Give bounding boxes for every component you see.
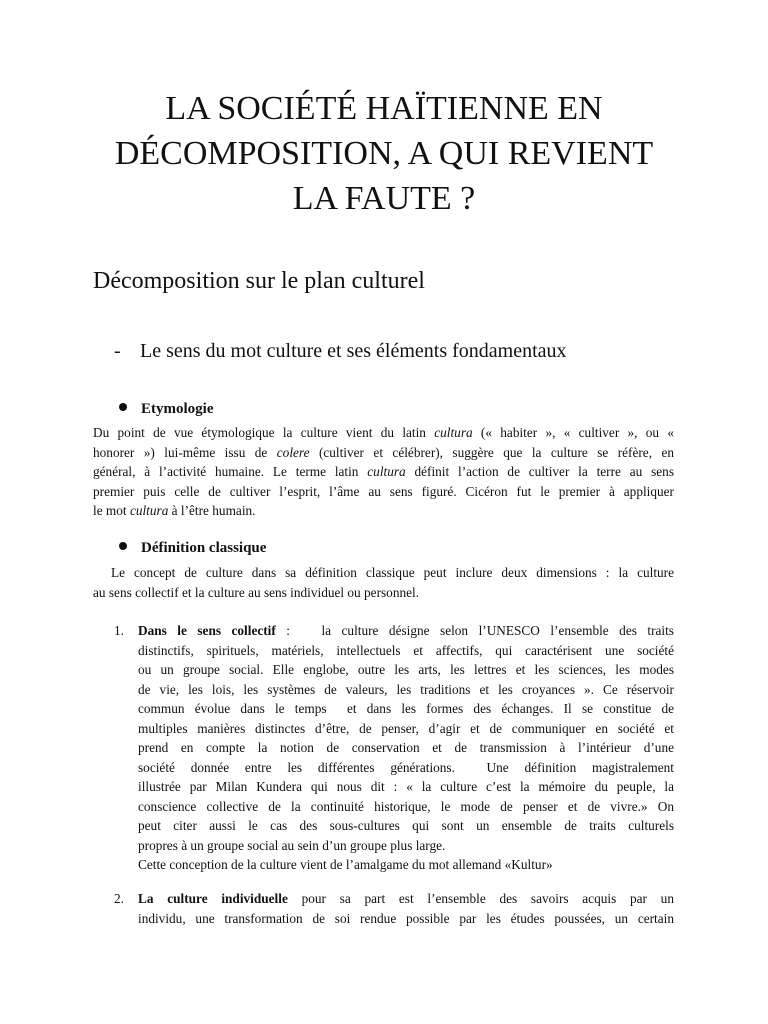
paragraph-line: Du point de vue étymologique la culture vient du latin cultura (« habiter », « cultiver », ou «: [93, 425, 674, 440]
definition-heading: Définition classique: [141, 540, 267, 556]
title-line-2: DÉCOMPOSITION, A QUI REVIENT: [114, 135, 654, 172]
etymologie-paragraph: [93, 423, 674, 521]
bullet-heading-definition: [119, 540, 266, 557]
title-line-3: LA FAUTE ?: [292, 180, 476, 217]
definition-paragraph: [93, 563, 674, 602]
list-number: 2.: [114, 891, 124, 906]
bullet-heading-etymologie: [119, 401, 214, 418]
list-line: ou un groupe social. Elle englobe, outre les arts, les lettres et les sciences, les modes: [138, 662, 674, 677]
document-title: [60, 86, 708, 221]
etymologie-heading: Etymologie: [141, 401, 214, 417]
list-line: peut citer aussi le cas des sous-cultures qui sont un ensemble de traits culturels: [138, 818, 674, 833]
list-line: prend en compte la notion de conservation et de transmission à l’intérieur d’une: [138, 740, 674, 755]
list-line: individu, une transformation de soi rendue possible par les études poussées, un certain: [138, 910, 674, 926]
section-heading: Décomposition sur le plan culturel: [93, 268, 425, 294]
bullet-icon: [119, 542, 127, 550]
list-line: société donnée entre les différentes générations. Une définition magistralement: [138, 759, 674, 775]
list-line: conscience collective de la continuité historique, le mode de penser et de vivre.» On: [138, 798, 674, 814]
bullet-icon: [119, 403, 127, 411]
list-line: de vie, les lois, les systèmes de valeurs, les traditions et les croyances ». Ce réservoir: [138, 681, 674, 697]
paragraph-line: au sens collectif et la culture au sens individuel ou personnel.: [93, 584, 420, 600]
list-item-individuelle: [138, 889, 674, 928]
list-line: propres à un groupe social au sein d’un groupe plus large.: [138, 837, 446, 853]
list-line: distinctifs, spirituels, matériels, intellectuels et affectifs, qui caractérisent une société: [138, 642, 674, 658]
paragraph-line: général, à l’activité humaine. Le terme latin cultura définit l’action de cultiver la terre au sens: [93, 464, 674, 479]
list-line: Cette conception de la culture vient de l’amalgame du mot allemand «Kultur»: [138, 857, 553, 872]
paragraph-line: le mot cultura à l’être humain.: [93, 503, 256, 518]
list-line: multiples manières distinctes d’être, de penser, d’agir et de communiquer en société et: [138, 720, 674, 736]
subsection-text: Le sens du mot culture et ses éléments fondamentaux: [140, 340, 567, 362]
list-line: illustrée par Milan Kundera qui nous dit : « la culture c’est la mémoire du peuple, la: [138, 779, 674, 794]
title-line-1: LA SOCIÉTÉ HAÏTIENNE EN: [165, 90, 603, 127]
paragraph-line: honorer ») lui-même issu de colere (cultiver et célébrer), suggère que la culture se réfère, en: [93, 444, 674, 460]
paragraph-line: Le concept de culture dans sa définition classique peut inclure deux dimensions : la culture: [93, 565, 674, 580]
subsection-heading: [114, 340, 567, 363]
list-line: commun évolue dans le temps et dans les formes des échanges. Il se constitue de: [138, 701, 674, 716]
list-line: Dans le sens collectif : la culture désigne selon l’UNESCO l’ensemble des traits: [138, 623, 674, 638]
list-line: La culture individuelle pour sa part est l’ensemble des savoirs acquis par un: [138, 891, 674, 906]
list-item-collectif: [138, 621, 674, 875]
list-number: 1.: [114, 623, 124, 638]
paragraph-line: premier puis celle de cultiver l’esprit, l’âme au sens figuré. Cicéron fut le premier à appliquer: [93, 483, 674, 499]
list-dash: -: [114, 340, 121, 362]
